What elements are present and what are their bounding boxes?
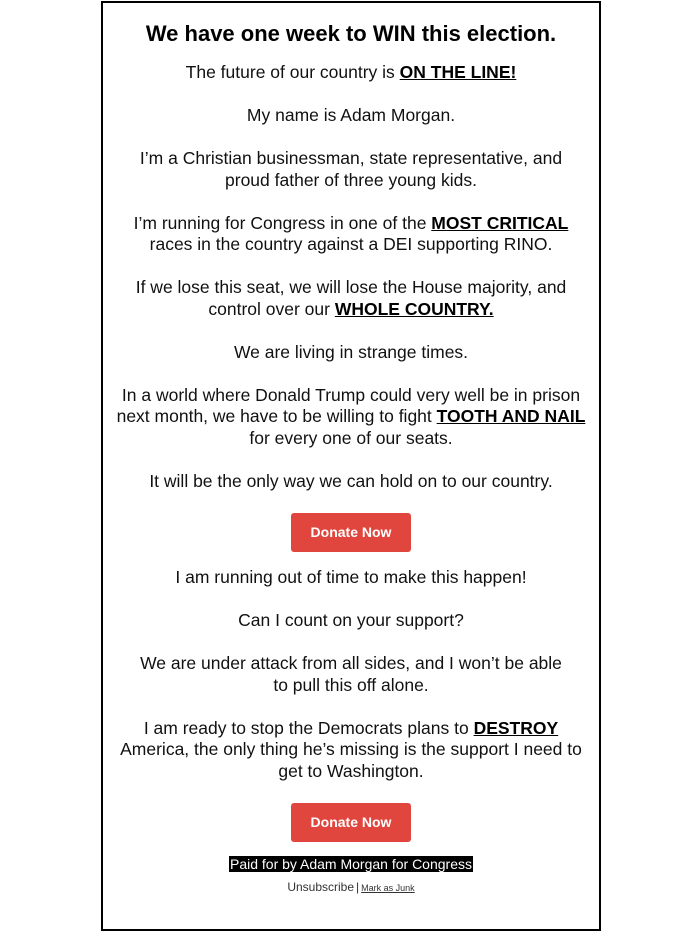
paragraph-running-out: I am running out of time to make this happen!	[175, 567, 527, 587]
paragraph-strange-times: We are living in strange times.	[233, 341, 469, 362]
paid-for-text: Paid for by Adam Morgan for Congress	[229, 856, 472, 872]
paragraph-text: America, the only thing he’s missing is the support I need to get to Washington.	[120, 739, 582, 781]
paragraph-future	[131, 62, 571, 84]
paragraph-text: I’m running for Congress in one of the	[133, 212, 432, 233]
paragraph-text: I am ready to stop the Democrats plans to	[143, 717, 474, 738]
donate-button-wrap	[103, 803, 599, 842]
paragraph-text: for every one of our seats.	[249, 427, 453, 448]
paid-for-disclaimer	[103, 856, 599, 874]
paragraph-bio: I’m a Christian businessman, state representative, and proud father of three young kids.	[139, 148, 563, 190]
email-frame	[101, 1, 601, 931]
emphasis-text: TOOTH AND NAIL	[436, 406, 586, 426]
unsubscribe-link[interactable]: Unsubscribe	[287, 880, 355, 894]
donate-button[interactable]: Donate Now	[291, 803, 411, 842]
footer-links	[103, 880, 599, 894]
donate-button[interactable]: Donate Now	[291, 513, 411, 552]
paragraph-congress	[131, 213, 571, 256]
paragraph-name: My name is Adam Morgan.	[246, 105, 456, 125]
paragraph-count-on: Can I count on your support?	[238, 610, 464, 630]
paragraph-trump	[111, 385, 591, 450]
paragraph-text: In a world where Donald Trump could very well be in prison next month, we have to be willing to fight	[116, 384, 581, 426]
headline: We have one week to WIN this election.	[145, 21, 557, 46]
donate-button-wrap	[103, 513, 599, 552]
paragraph-destroy	[111, 718, 591, 783]
paragraph-text: races in the country against a DEI supporting RINO.	[149, 234, 553, 254]
emphasis-text: MOST CRITICAL	[431, 212, 569, 233]
emphasis-text: ON THE LINE!	[399, 62, 517, 82]
mark-as-junk-link[interactable]: Mark as Junk	[361, 883, 415, 893]
email-body	[103, 21, 599, 894]
emphasis-text: DESTROY	[473, 717, 559, 738]
paragraph-house-majority	[131, 277, 571, 320]
paragraph-hold-on: It will be the only way we can hold on to our country.	[149, 470, 553, 491]
footer-separator: |	[356, 880, 360, 894]
paragraph-under-attack: We are under attack from all sides, and I won’t be able to pull this off alone.	[140, 653, 562, 695]
emphasis-text: WHOLE COUNTRY.	[334, 298, 494, 319]
paragraph-text: If we lose this seat, we will lose the House majority, and control over our	[135, 277, 567, 319]
paragraph-text: The future of our country is	[185, 62, 400, 82]
